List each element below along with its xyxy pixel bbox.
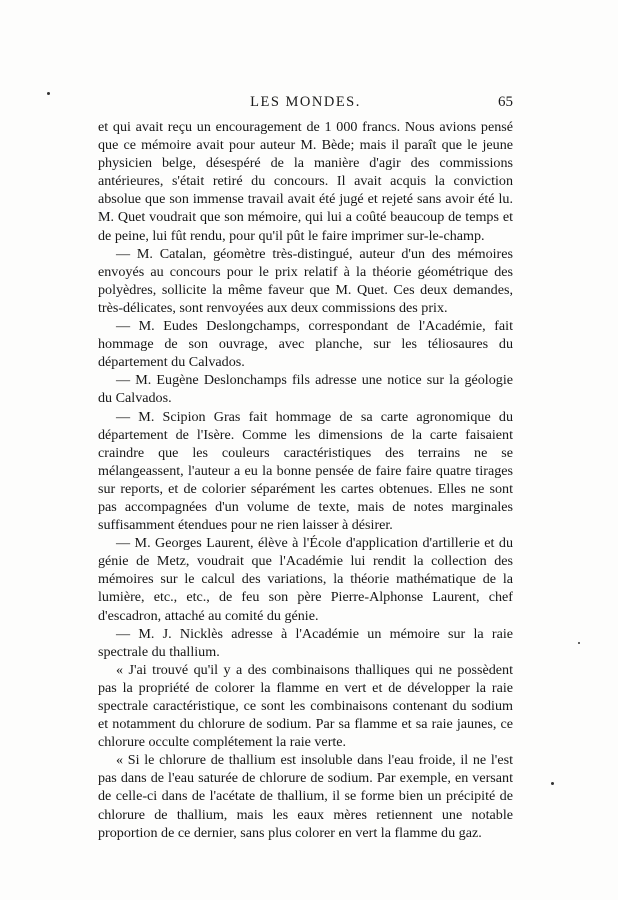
paragraph: — M. Catalan, géomètre très-distingué, auteur d'un des mémoires envoyés au concours pour le prix relatif à la théorie géométrique des polyèdres, sollicite la même faveur que M. Quet. Ces deux demandes, très-délicates, sont renvoyées aux deux commissions des prix.: [98, 245, 513, 316]
paragraph: — M. Eugène Deslonchamps fils adresse une notice sur la géologie du Calvados.: [98, 372, 513, 407]
ink-speck: [551, 782, 554, 785]
body-text: [98, 118, 513, 842]
paragraph: « Si le chlorure de thallium est insoluble dans l'eau froide, il ne l'est pas dans de l'eau saturée de chlorure de sodium. Par exemple, en versant de celle-ci dans de l'acétate de thallium, il se forme bien un précipité de chlorure de thallium, mais les eaux mères retiennent une notable proportion de ce dernier, sans plus colorer en vert la flamme du gaz.: [98, 752, 513, 841]
paragraph: « J'ai trouvé qu'il y a des combinaisons thalliques qui ne possèdent pas la propriété de colorer la flamme en vert et de développer la raie spectrale caractéristique, ce sont les combinaisons contenant du sodium et notamment du chlorure de sodium. Par sa flamme et sa raie jaunes, ce chlorure occulte complétement la raie verte.: [98, 661, 513, 751]
paragraph: — M. J. Nicklès adresse à l'Académie un mémoire sur la raie spectrale du thallium.: [98, 625, 513, 660]
page-number: 65: [498, 94, 513, 110]
paragraph: — M. Scipion Gras fait hommage de sa carte agronomique du département de l'Isère. Comme les dimensions de la carte faisaient craindre que les couleurs caractéristiques des terrains ne se mélangeassent, l'auteur a eu la bonne pensée de faire faire quatre tirages sur reports, et de colorier séparément les cartes obtenues. Elles ne sont pas accompagnées d'un volume de texte, mais de notes marginales suffisamment étendues pour ne rien laisser à désirer.: [98, 408, 513, 534]
page-header: [98, 94, 513, 114]
paragraph: et qui avait reçu un encouragement de 1 000 francs. Nous avions pensé que ce mémoire avait pour auteur M. Bède; mais il paraît que le jeune physicien belge, désespéré de la manière d'agir des commissions antérieures, s'était retiré du concours. Il avait acquis la conviction absolue que son immense travail avait été jugé et rejeté sans avoir été lu. M. Quet voudrait que son mémoire, qui lui a coûté beaucoup de temps et de peine, lui fût rendu, pour qu'il pût le faire imprimer sur-le-champ.: [98, 119, 513, 244]
paragraph: — M. Georges Laurent, élève à l'École d'application d'artillerie et du génie de Metz, voudrait que l'Académie lui rendit la collection des mémoires sur le calcul des variations, la théorie mathématique de la lumière, etc., etc., de feu son père Pierre-Alphonse Laurent, chef d'escadron, attaché au comité du génie.: [98, 535, 513, 624]
ink-speck: [47, 92, 50, 95]
running-title: LES MONDES.: [250, 94, 361, 110]
paragraph: — M. Eudes Deslongchamps, correspondant de l'Académie, fait hommage de son ouvrage, avec planche, sur les téliosaures du département du Calvados.: [98, 318, 513, 371]
ink-speck: [578, 642, 580, 644]
